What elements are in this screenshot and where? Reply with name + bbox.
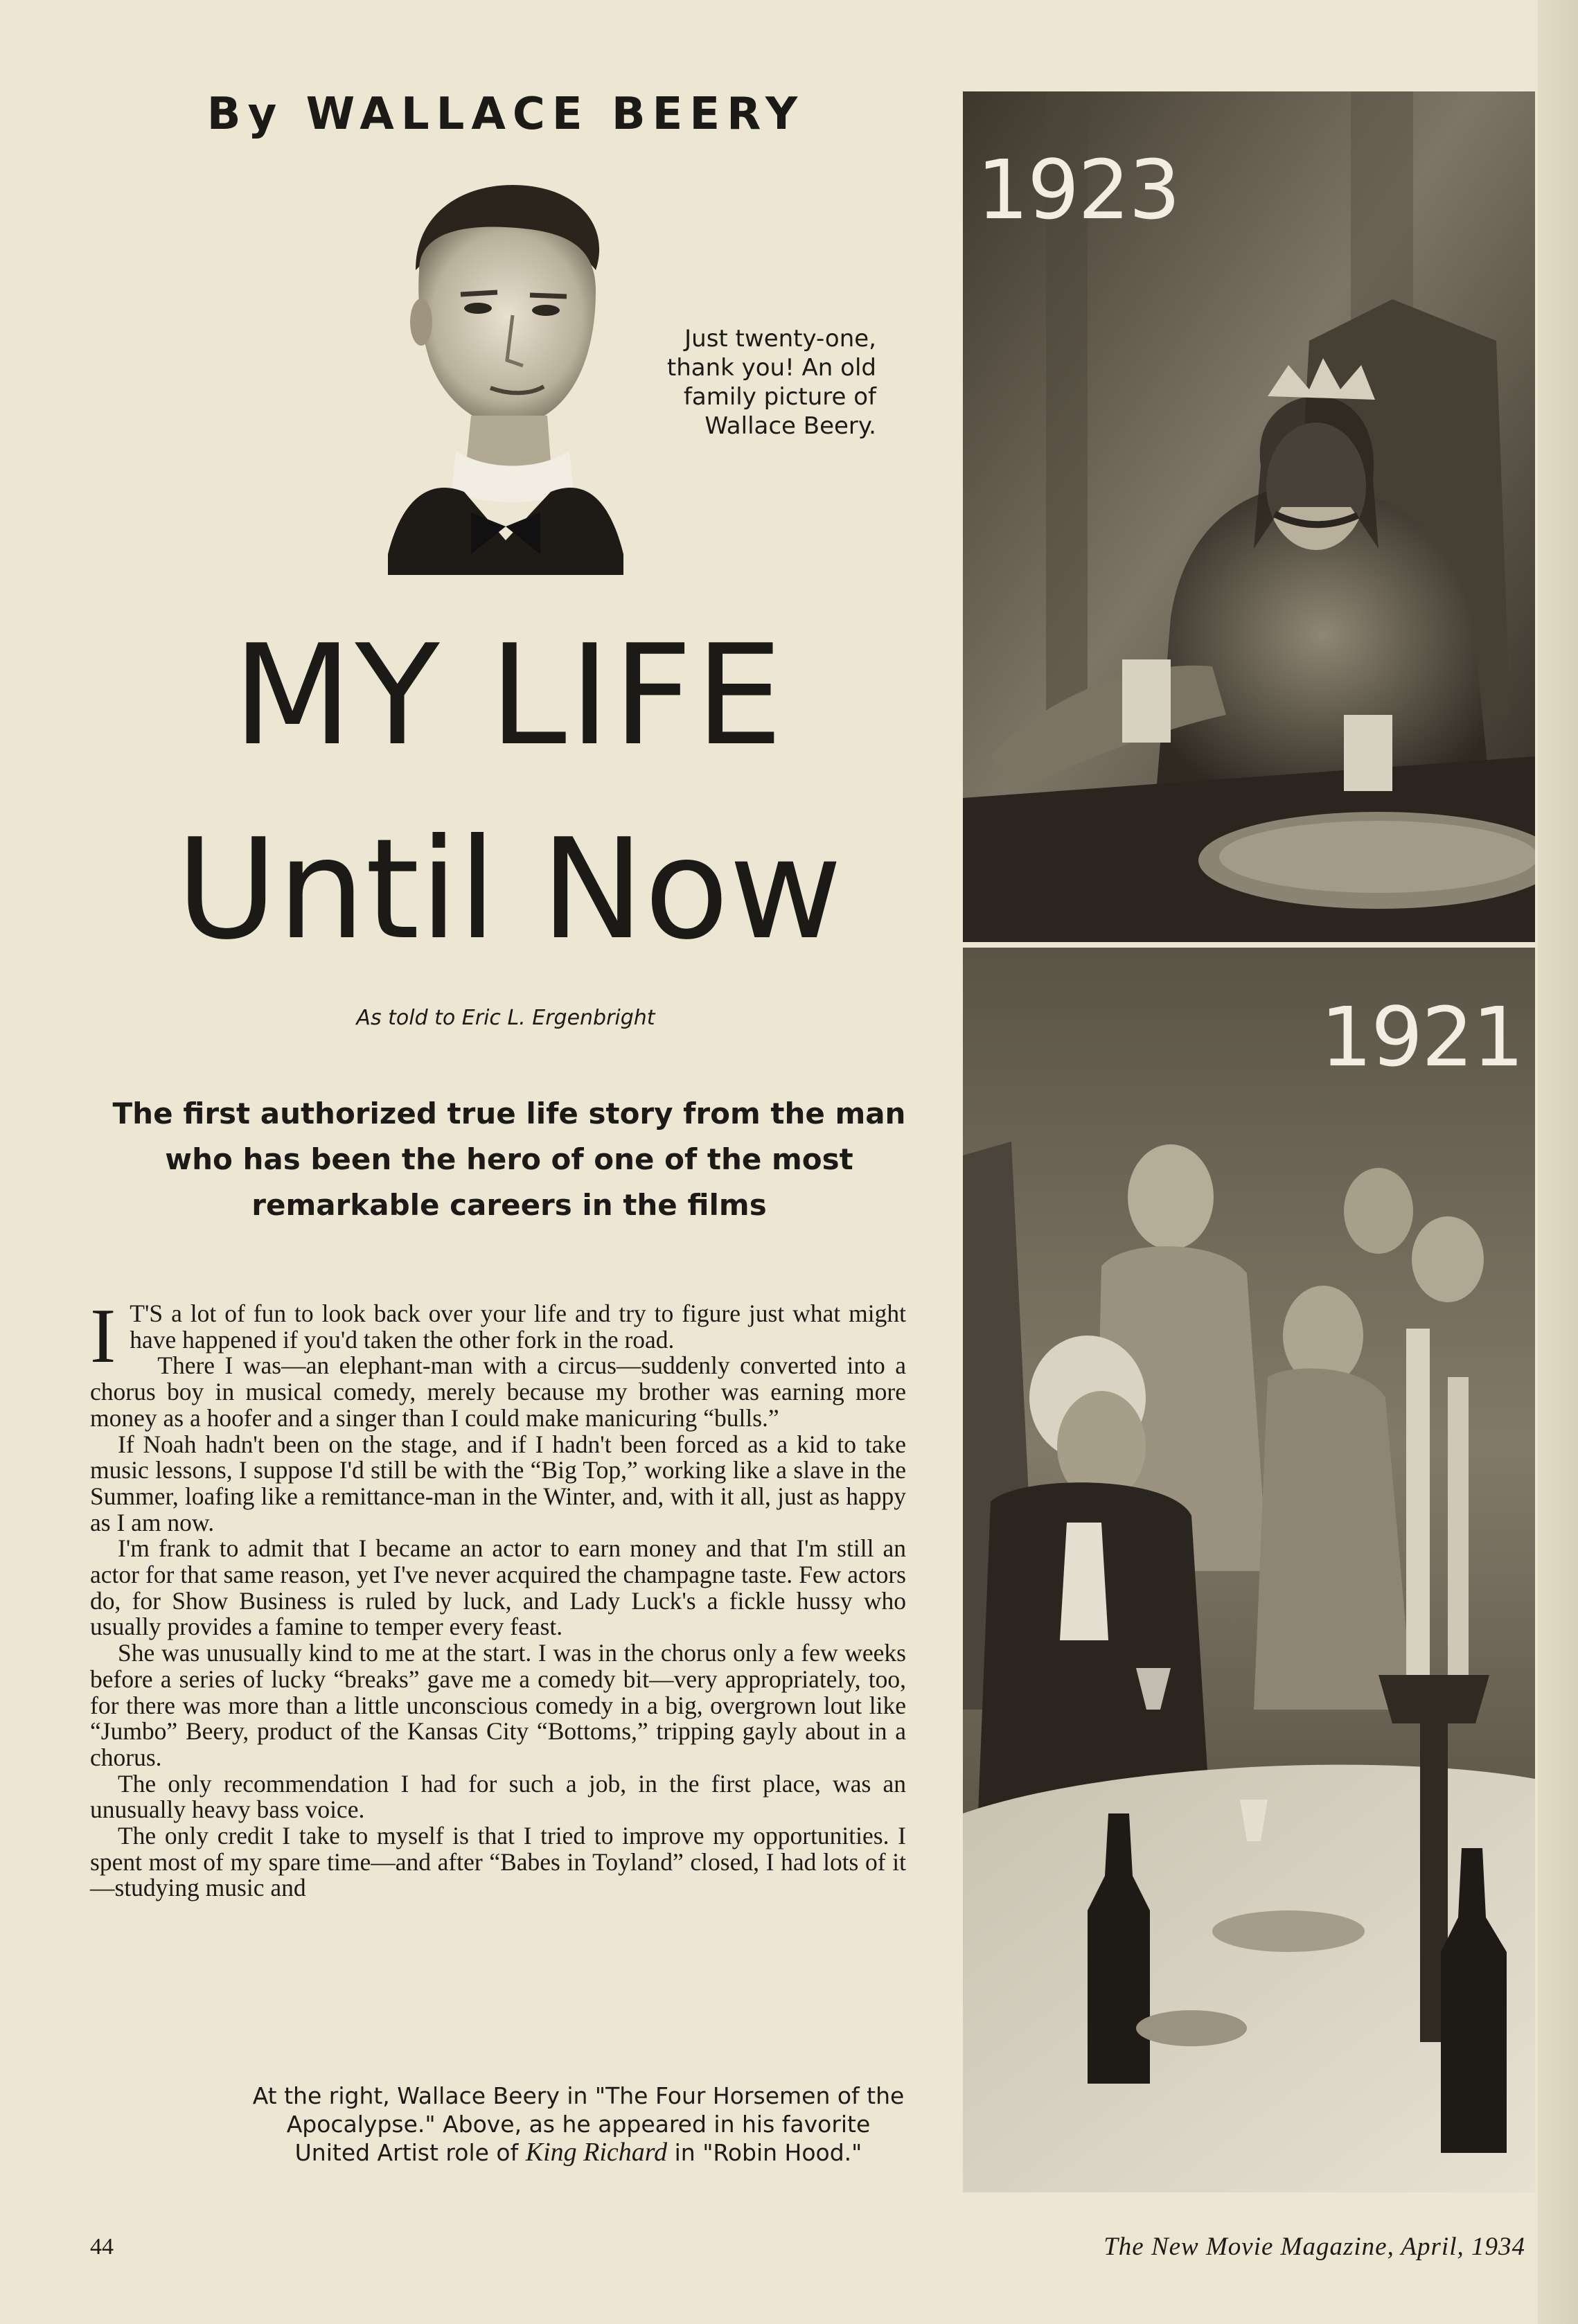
page-number: 44 <box>90 2234 114 2260</box>
year-label-top: 1923 <box>977 142 1180 238</box>
paragraph: The only credit I take to myself is that I tried to improve my opportunities. I spent most of my spare time—and after “Babes in Toyland” closed, I had lots of it—studying music and <box>90 1822 906 1902</box>
portrait-caption: Just twenty-one, thank you! An old family picture of Wallace Beery. <box>666 325 876 440</box>
deck-subtitle: The first authorized true life story from the man who has been the hero of one of the most remarkable careers in the films <box>112 1097 906 1222</box>
headline-line-1: MY LIFE <box>232 615 786 777</box>
year-label-bottom: 1921 <box>1320 989 1523 1085</box>
byline: By WALLACE BEERY <box>206 89 805 140</box>
headline-line-2: Until Now <box>176 809 842 970</box>
article-body <box>90 1293 906 1902</box>
paragraph: The only recommendation I had for such a job, in the first place, was an unusually heavy bass voice. <box>90 1769 906 1824</box>
paragraph: There I was—an elephant-man with a circus—suddenly converted into a chorus boy in musical comedy, merely because my brother was earning more money as a hoofer and a singer than I could make manicuring “bulls.” <box>90 1351 906 1432</box>
publication-footer: The New Movie Magazine, April, 1934 <box>1103 2233 1525 2261</box>
drop-cap: I <box>90 1293 116 1379</box>
photo-caption: At the right, Wallace Beery in "The Four Horsemen of the Apocalypse." Above, as he appeared in his favorite United Artist role of King Richard in "Robin Hood." <box>252 2082 905 2167</box>
paragraph: I'm frank to admit that I became an actor to earn money and that I'm still an actor for that same reason, yet I've never acquired the champagne taste. Few actors do, for Show Business is ruled by luck, and Lady Luck's a fickle hussy who usually provides a famine to temper every feast. <box>90 1534 906 1641</box>
page-edge <box>1538 0 1578 2324</box>
portrait-photo <box>388 166 623 575</box>
as-told-credit: As told to Eric L. Ergenbright <box>356 1006 655 1030</box>
paragraph: I T'S a lot of fun to look back over your life and try to figure just what might have happened if you'd taken the other fork in the road. <box>90 1293 906 1379</box>
paragraph: If Noah hadn't been on the stage, and if I hadn't been forced as a kid to take music lessons, I suppose I'd still be with the “Big Top,” working like a slave in the Summer, loafing like a remittance-man in the Winter, and, with it all, just as happy as I am now. <box>90 1430 906 1536</box>
paragraph: She was unusually kind to me at the start. I was in the chorus only a few weeks before a series of lucky “breaks” gave me a comedy bit—very appropriately, too, for there was more than a little unconscious comedy in a big, overgrown lout like “Jumbo” Beery, product of the Kansas City “Bottoms,” tripping gayly about in a chorus. <box>90 1639 906 1771</box>
photo-four-horsemen-1921 <box>963 948 1535 2192</box>
